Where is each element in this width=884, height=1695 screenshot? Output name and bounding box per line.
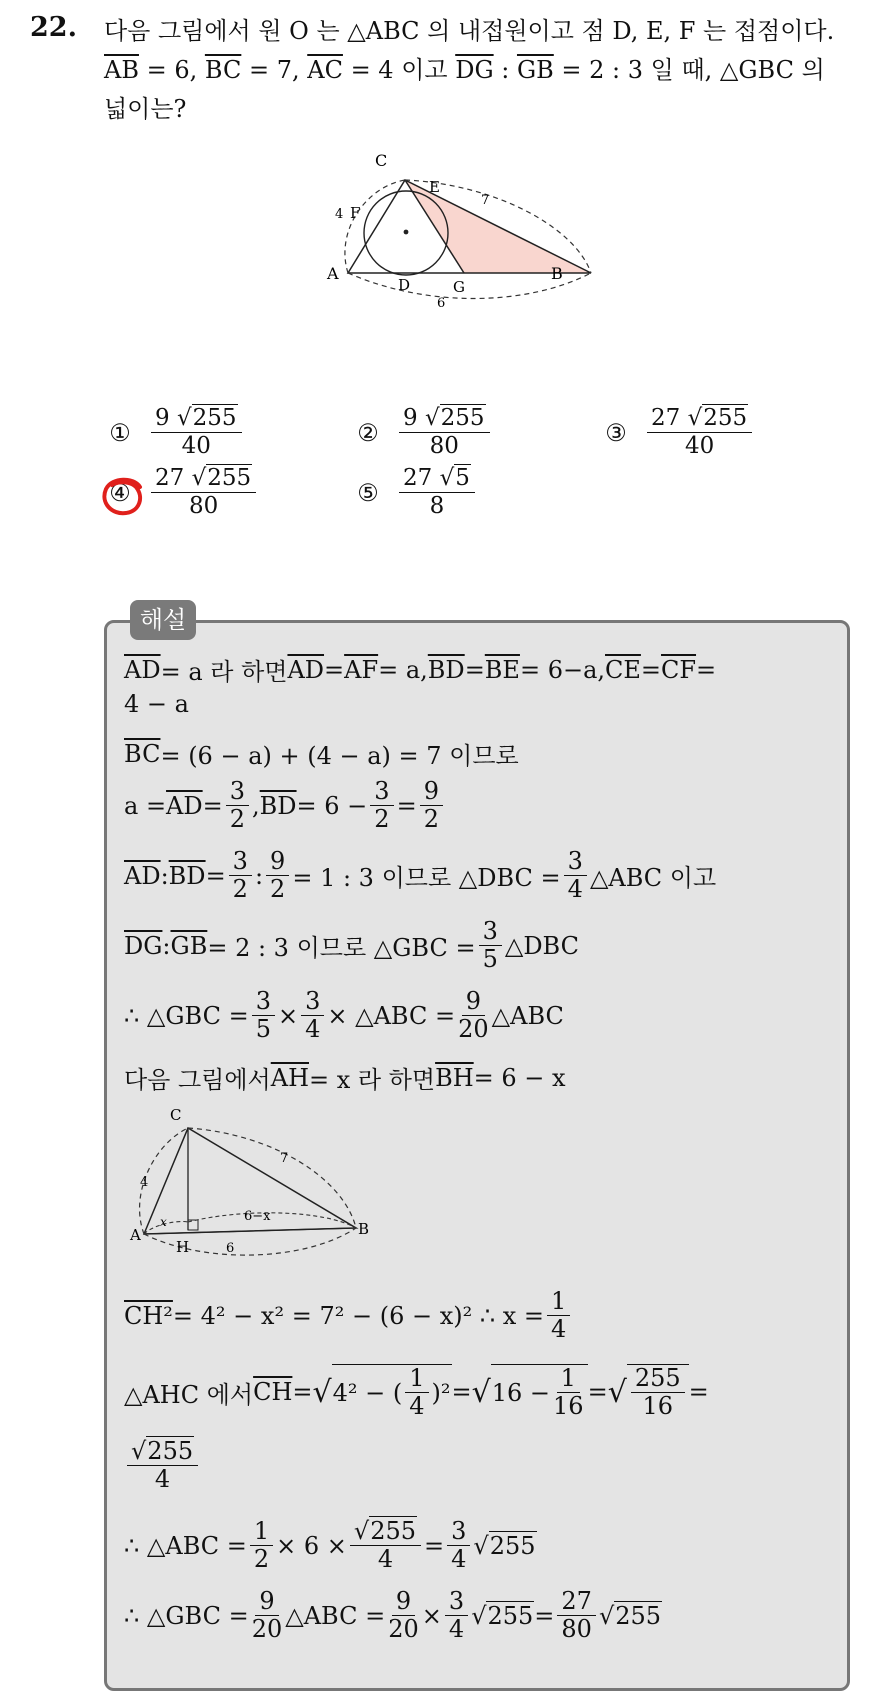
- choice-5[interactable]: [356, 465, 478, 520]
- incircle-center: [404, 230, 409, 235]
- solution-line-1: $\overline{AD}$ = a 라 하면 $\overline{AD}$ = $\overline{AF}$ = a, $\overline{BD}$ = $\overline{BE}$ = 6−a, $\overline{CE}$ = $\overline{CF}$ =: [124, 655, 717, 686]
- text: = 6,: [138, 56, 205, 84]
- text: = 2 : 3 일 때, △GBC 의: [553, 56, 825, 84]
- solution-line-3: $\overline{BC}$ = (6 − a) + (4 − a) = 7 이므로: [124, 739, 519, 770]
- label-6-minus-x: 6−x: [244, 1209, 271, 1224]
- question-number: 22.: [30, 12, 77, 43]
- solution-line-10: △AHC 에서 $\overline{CH}$ = √ 4² − ( $\frac{1}{4}$ )² = √ 16 − $\frac{1}{16}$ = √ $\frac{255}{16}$ =: [124, 1364, 709, 1420]
- choice-1[interactable]: [108, 405, 245, 460]
- label-b-2: B: [358, 1220, 370, 1238]
- label-side-7-2: 7: [280, 1151, 289, 1166]
- label-h: H: [176, 1238, 190, 1256]
- seg-ab: $\overline{AB}$: [104, 56, 139, 84]
- label-a-2: A: [130, 1226, 141, 1244]
- choice-3[interactable]: [604, 405, 755, 460]
- arc-hb: [188, 1213, 356, 1228]
- choice-number: ①: [109, 418, 131, 447]
- solution-line-4: a = $\overline{AD}$ = $\frac{3}{2}$ , $\overline{BD}$ = 6 − $\frac{3}{2}$ = $\frac{9}{2}$: [124, 778, 446, 833]
- answer-circle-mark: [100, 475, 146, 517]
- text: = 7,: [241, 56, 308, 84]
- solution-line-7: ∴ △GBC = $\frac{3}{5}$ × $\frac{3}{4}$ × △ABC = $\frac{9}{20}$ △ABC: [124, 987, 564, 1043]
- text: = 4 이고: [342, 56, 456, 84]
- fraction: $\frac{27 √255}{80}$: [151, 465, 256, 520]
- question-line-1: 다음 그림에서 원 O 는 △ABC 의 내접원이고 점 D, E, F 는 접점이다.: [104, 17, 835, 45]
- label-side-6: 6: [437, 296, 446, 311]
- choice-2[interactable]: [356, 405, 493, 460]
- solution-line-11: $\frac{√255}{4}$: [124, 1438, 201, 1493]
- fraction: $\frac{9 √255}{80}$: [399, 405, 490, 460]
- fraction: $\frac{9 √255}{40}$: [151, 405, 242, 460]
- fraction: $\frac{27 √255}{40}$: [647, 405, 752, 460]
- seg-dg: $\overline{DG}$: [455, 56, 494, 84]
- choice-number: ⑤: [357, 478, 379, 507]
- choice-number: ③: [605, 418, 627, 447]
- solution-tag: 해설: [130, 600, 196, 640]
- solution-line-9: CH² = 4² − x² = 7² − (6 − x)² ∴ x = $\frac{1}{4}$: [124, 1288, 573, 1343]
- label-side-4: 4: [335, 207, 344, 222]
- label-b: B: [551, 264, 563, 283]
- question-line-2: [104, 51, 864, 90]
- base-ab: [144, 1228, 356, 1234]
- choice-number: ④: [109, 478, 131, 507]
- triangle-incircle-figure: [327, 151, 615, 340]
- seg-gb: $\overline{GB}$: [516, 56, 554, 84]
- solution-line-12: ∴ △ABC = $\frac{1}{2}$ × 6 × $\frac{√255}{4}$ = $\frac{3}{4}$ √ 255: [124, 1517, 536, 1573]
- question-text: [104, 12, 864, 129]
- label-e: E: [429, 178, 440, 196]
- solution-line-2: 4 − a: [124, 690, 189, 718]
- label-f: F: [350, 204, 361, 222]
- label-side-7: 7: [481, 193, 490, 208]
- label-a: A: [327, 264, 339, 283]
- solution-line-6: $\overline{DG}$ : $\overline{GB}$ = 2 : 3 이므로 △GBC = $\frac{3}{5}$ △DBC: [124, 917, 580, 973]
- label-g: G: [453, 278, 465, 296]
- fraction: $\frac{27 √5}{8}$: [399, 465, 475, 520]
- solution-line-5: $\overline{AD}$ : $\overline{BD}$ = $\frac{3}{2}$ : $\frac{9}{2}$ = 1 : 3 이므로 △DBC = $\frac{3}{4}$ △ABC 이고: [124, 847, 717, 903]
- choice-number: ②: [357, 418, 379, 447]
- text: :: [493, 56, 517, 84]
- seg-bc: $\overline{BC}$: [204, 56, 242, 84]
- triangle-altitude-figure: [124, 1104, 384, 1254]
- label-side-6-2: 6: [226, 1241, 235, 1256]
- label-c-2: C: [170, 1106, 182, 1124]
- label-c: C: [375, 151, 388, 170]
- solution-line-13: ∴ △GBC = $\frac{9}{20}$ △ABC = $\frac{9}{20}$ × $\frac{3}{4}$ √ 255 = $\frac{27}{80}$ √ 255: [124, 1587, 662, 1643]
- label-x: x: [160, 1215, 167, 1229]
- label-d: D: [398, 276, 411, 294]
- solution-line-8: 다음 그림에서 $\overline{AH}$ = x 라 하면 $\overline{BH}$ = 6 − x: [124, 1063, 566, 1094]
- question-line-3: 넓이는?: [104, 95, 187, 123]
- seg-ac: $\overline{AC}$: [307, 56, 343, 84]
- label-side-4-2: 4: [140, 1175, 149, 1190]
